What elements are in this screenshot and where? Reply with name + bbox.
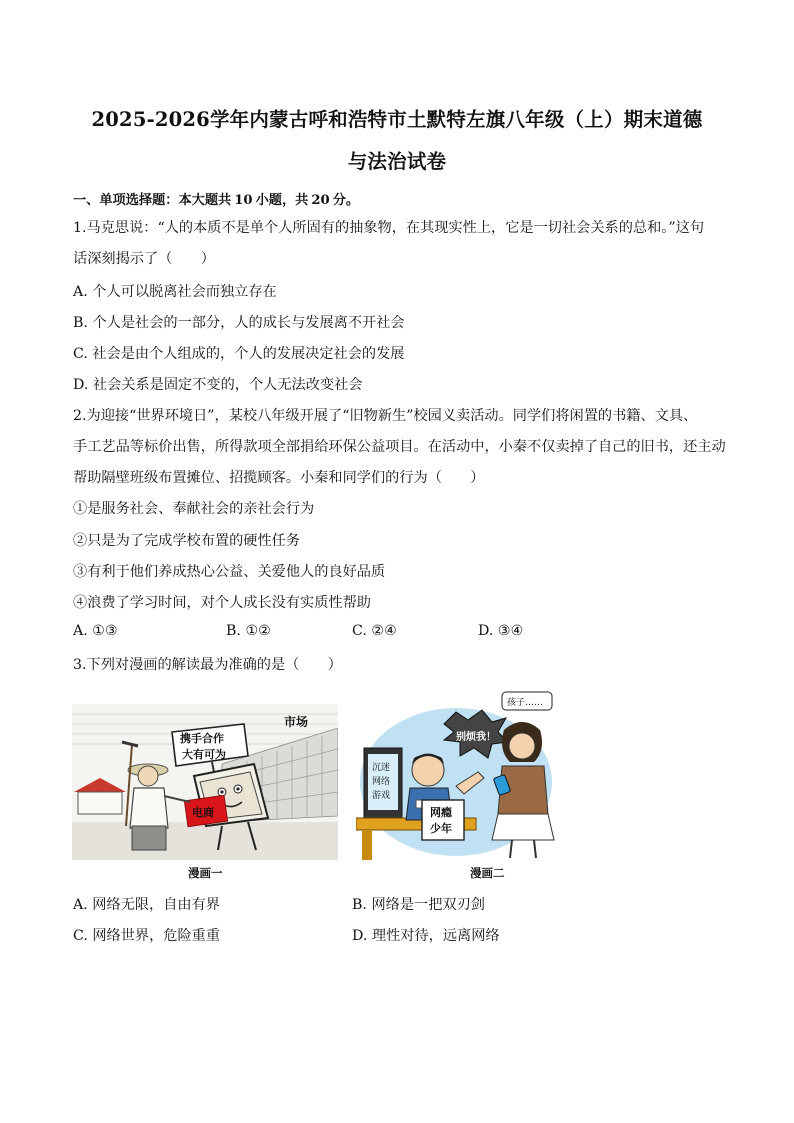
comic-2-caption: 漫画二 [470, 866, 505, 880]
comic-2-image [356, 690, 562, 862]
q2-item-2: ②只是为了完成学校布置的硬性任务 [73, 533, 301, 549]
q2-stem-line-1: 2.为迎接“世界环境日”，某校八年级开展了“旧物新生”校园义卖活动。同学们将闲置的书籍、文具、 [73, 408, 698, 424]
exam-title-line-2: 与法治试卷 [347, 150, 447, 173]
comic-1-sign-text-1: 携手合作 [180, 732, 224, 745]
comic-1-sign-text-2: 大有可为 [182, 748, 226, 761]
section-count: 10 [234, 193, 253, 208]
q2-option-d: D. ③④ [478, 623, 524, 639]
comic-1-image [72, 704, 338, 860]
comic-2-screen-text-3: 游戏 [372, 791, 391, 801]
q3-option-b: B. 网络是一把双刃剑 [352, 897, 485, 913]
comic-2-bubble-right: 孩子…… [507, 698, 544, 708]
comic-2-sign-text-2: 少年 [430, 822, 452, 835]
q3-option-d: D. 理性对待，远离网络 [352, 928, 500, 944]
q3-option-a: A. 网络无限，自由有界 [73, 897, 220, 913]
section-heading [73, 189, 359, 208]
section-desc: 本大题共 [178, 193, 232, 208]
q2-option-a: A. ①③ [73, 623, 118, 639]
q1-stem-line-1: 1.马克思说：“人的本质不是单个人所固有的抽象物，在其现实性上，它是一切社会关系的总和。”这句 [73, 220, 705, 236]
comic-2-bubble-left: 别烦我！ [456, 732, 496, 743]
section-score: 20 [311, 193, 330, 208]
q2-item-1: ①是服务社会、奉献社会的亲社会行为 [73, 501, 315, 517]
section-name: 一、单项选择题： [73, 193, 179, 208]
q1-option-b: B. 个人是社会的一部分，人的成长与发展离不开社会 [73, 315, 405, 331]
section-desc-2: 小题，共 [255, 193, 309, 208]
q3-option-c: C. 网络世界，危险重重 [73, 928, 221, 944]
section-unit: 分。 [332, 193, 360, 208]
q2-stem-line-2: 手工艺品等标价出售，所得款项全部捐给环保公益项目。在活动中，小秦不仅卖掉了自己的旧书，还主动 [73, 439, 726, 455]
exam-title-line-1: 2025-2026学年内蒙古呼和浩特市土默特左旗八年级（上）期末道德 [91, 108, 703, 131]
comic-2-sign-text-1: 网瘾 [430, 806, 452, 819]
q1-option-a: A. 个人可以脱离社会而独立存在 [73, 284, 277, 300]
q3-stem: 3.下列对漫画的解读最为准确的是（ ） [73, 657, 342, 673]
q1-stem-line-2: 话深刻揭示了（ ） [73, 251, 215, 267]
q1-option-c: C. 社会是由个人组成的，个人的发展决定社会的发展 [73, 346, 405, 362]
q2-option-c: C. ②④ [352, 623, 397, 639]
q1-option-d: D. 社会关系是固定不变的，个人无法改变社会 [73, 377, 363, 393]
q2-item-3: ③有利于他们养成热心公益、关爱他人的良好品质 [73, 564, 386, 580]
comic-1-market-label: 市场 [284, 715, 309, 729]
q2-option-b: B. ①② [226, 623, 271, 639]
comic-2-screen-text-1: 沉迷 [372, 763, 391, 773]
q2-stem-line-3: 帮助隔壁班级布置摊位、招揽顾客。小秦和同学们的行为（ ） [73, 470, 485, 486]
comic-2-screen-text-2: 网络 [372, 777, 391, 787]
comic-1-caption: 漫画一 [188, 866, 223, 880]
comic-1-tag-label: 电商 [192, 806, 214, 819]
q2-item-4: ④浪费了学习时间，对个人成长没有实质性帮助 [73, 595, 371, 611]
